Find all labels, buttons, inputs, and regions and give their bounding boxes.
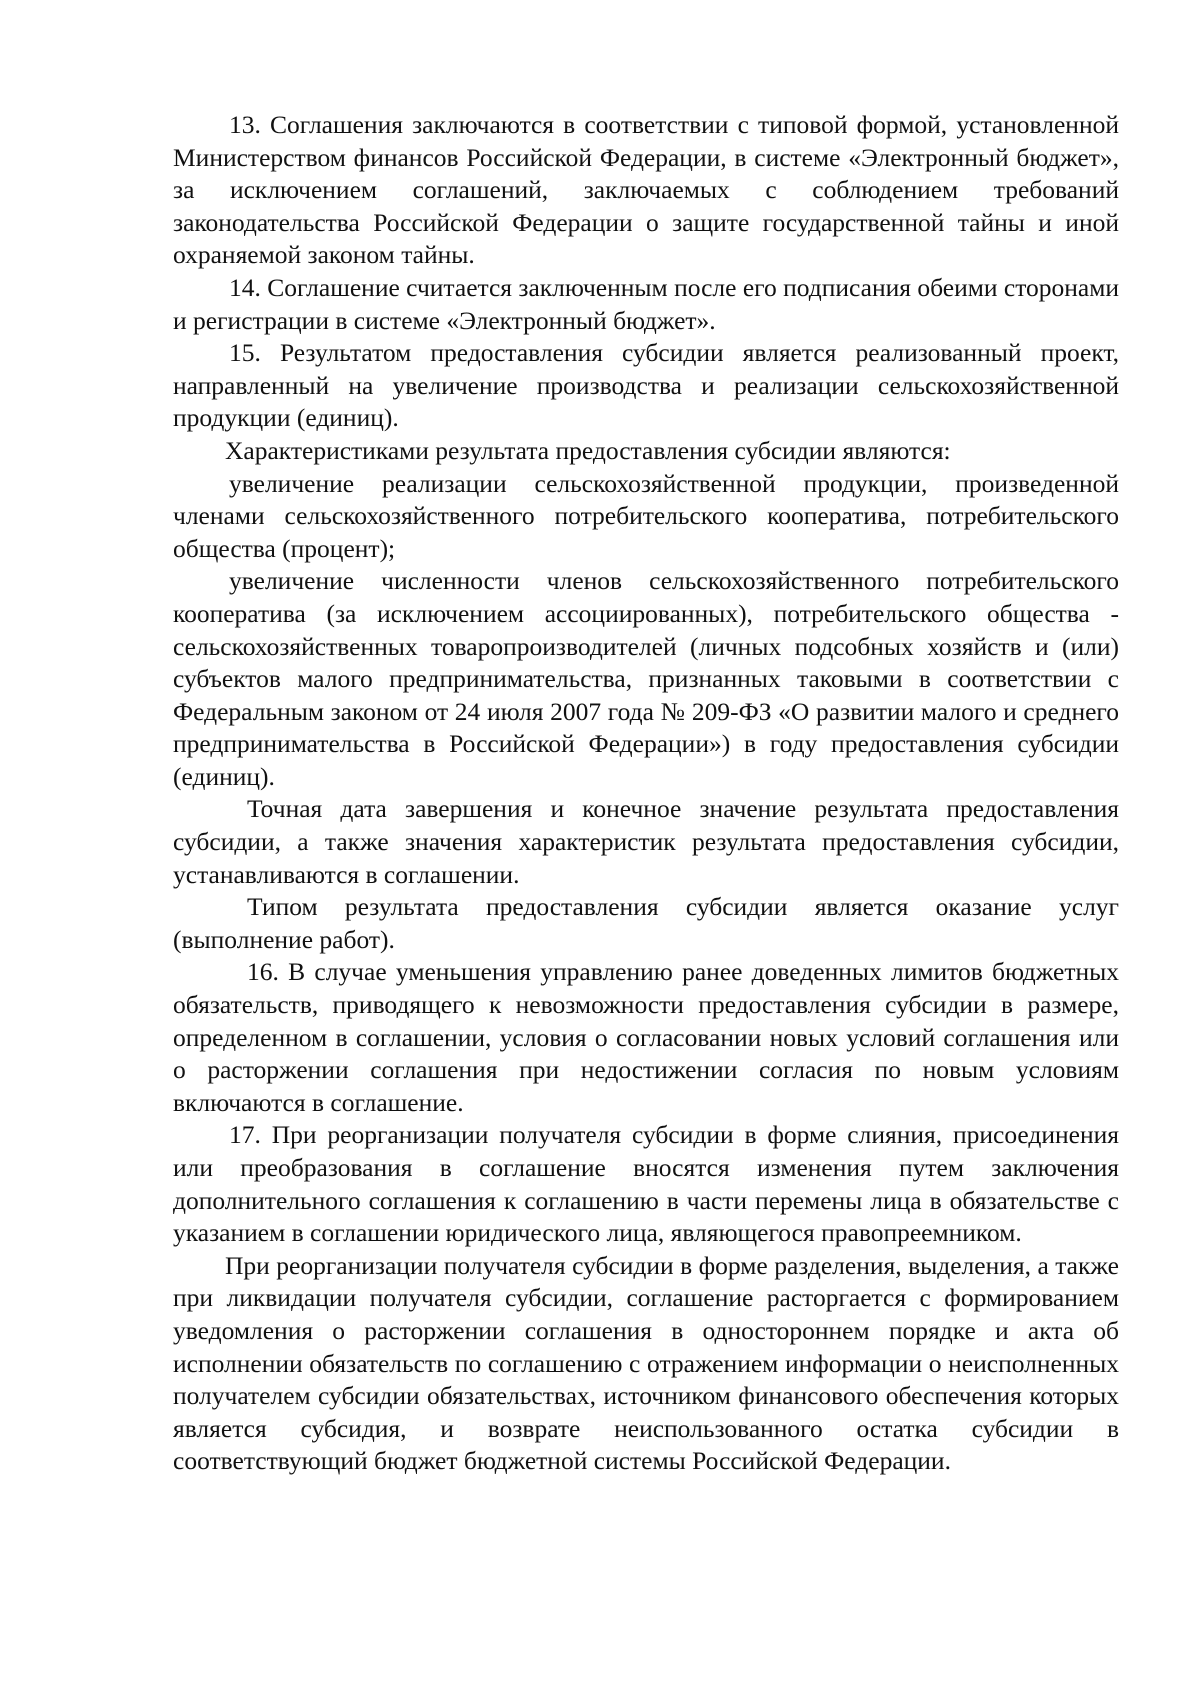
paragraph-16: 16. В случае уменьшения управлению ранее доведенных лимитов бюджетных обязательств, приводящего к невозможности предоставления субсидии в размере, определенном в соглашении, условия о согласовании новых условий соглашения или о расторжении соглашения при недостижении согласия по новым условиям включаются в соглашение. — [173, 957, 1119, 1117]
paragraph-13: 13. Соглашения заключаются в соответствии с типовой формой, установленной Министерством финансов Российской Федерации, в системе «Электронный бюджет», за исключением соглашений, заключаемых с соблюдением требований законодательства Российской Федерации о защите государственной тайны и иной охраняемой законом тайны. — [173, 110, 1119, 270]
paragraph-15: 15. Результатом предоставления субсидии является реализованный проект, направленный на увеличение производства и реализации сельскохозяйственной продукции (единиц). — [173, 338, 1119, 433]
paragraph-14: 14. Соглашение считается заключенным после его подписания обеими сторонами и регистрации в системе «Электронный бюджет». — [173, 272, 1120, 335]
document-page — [173, 109, 1119, 1478]
paragraph-characteristic-members: увеличение численности членов сельскохозяйственного потребительского кооператива (за исключением ассоциированных), потребительского общества - сельскохозяйственных товаропроизводителей (личных подсобных хозяйств и (или) субъектов малого предпринимательства, признанных таковыми в соответствии с Федеральным законом от 24 июля 2007 года № 209-ФЗ «О развитии малого и среднего предпринимательства в Российской Федерации») в году предоставления субсидии (единиц). — [173, 566, 1119, 791]
paragraph-reorganization: При реорганизации получателя субсидии в форме разделения, выделения, а также при ликвидации получателя субсидии, соглашение расторгается с формированием уведомления о расторжении соглашения в одностороннем порядке и акта об исполнении обязательств по соглашению с отражением информации о неисполненных получателем субсидии обязательствах, источником финансового обеспечения которых является субсидия, и возврате неиспользованного остатка субсидии в соответствующий бюджет бюджетной системы Российской Федерации. — [173, 1250, 1119, 1476]
paragraph-characteristic-sales: увеличение реализации сельскохозяйственной продукции, произведенной членами сельскохозяйственного потребительского кооператива, потребительского общества (процент); — [173, 468, 1119, 563]
paragraph-characteristics-intro: Характеристиками результата предоставления субсидии являются: — [225, 435, 951, 465]
paragraph-result-type: Типом результата предоставления субсидии является оказание услуг (выполнение работ). — [173, 892, 1119, 954]
paragraph-exact-date: Точная дата завершения и конечное значение результата предоставления субсидии, а также значения характеристик результата предоставления субсидии, устанавливаются в соглашении. — [173, 794, 1119, 889]
paragraph-17: 17. При реорганизации получателя субсидии в форме слияния, присоединения или преобразования в соглашение вносятся изменения путем заключения дополнительного соглашения к соглашению в части перемены лица в обязательстве с указанием в соглашении юридического лица, являющегося правопреемником. — [173, 1120, 1119, 1248]
